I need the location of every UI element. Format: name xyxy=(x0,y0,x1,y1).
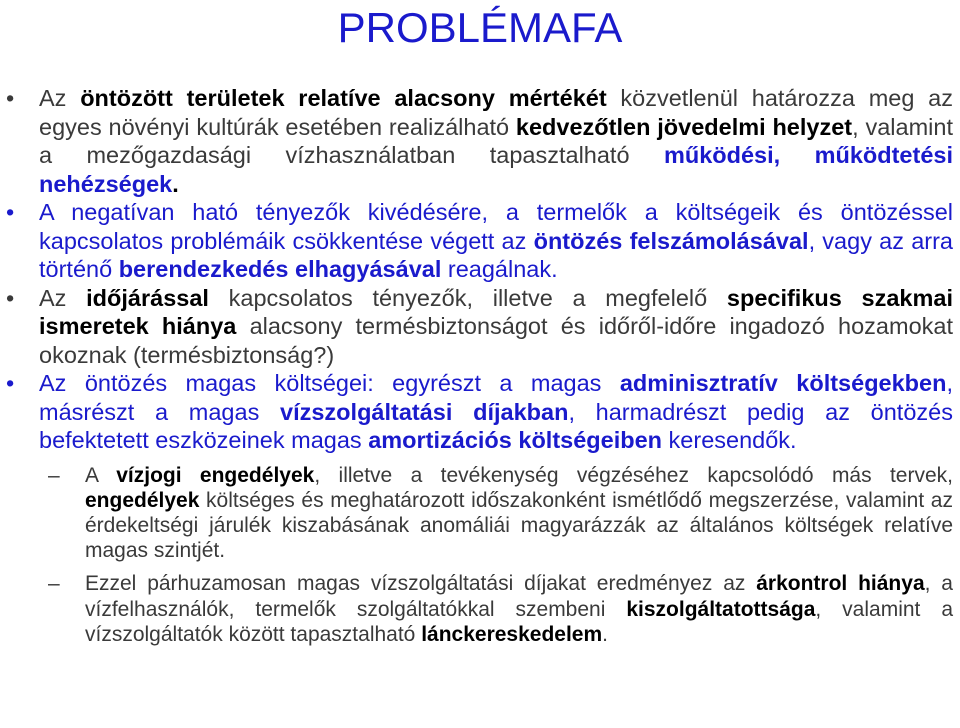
text-segment: vízjogi engedélyek xyxy=(116,463,315,487)
text-segment: kiszolgáltatottsága xyxy=(626,597,816,621)
text-segment: amortizációs költségeiben xyxy=(368,427,663,453)
text-segment: , a vízfelhasználók, termelők szolgáltatókkal szembeni xyxy=(85,572,953,621)
text-segment: specifikus szakmai ismeretek hiánya xyxy=(39,284,953,339)
sub-item-1 xyxy=(48,463,953,564)
slide-content xyxy=(0,84,960,647)
text-segment: . xyxy=(172,170,179,197)
text-segment: kedvezőtlen jövedelmi helyzet xyxy=(515,113,853,140)
text-segment: , valamint a vízszolgáltatók között tapasztalható xyxy=(85,597,953,646)
text-segment: árkontrol hiánya xyxy=(756,572,925,596)
slide-title: PROBLÉMAFA xyxy=(337,4,623,51)
text-segment: , másrészt a magas xyxy=(39,370,953,425)
text-segment: , valamint a mezőgazdasági vízhasználatban tapasztalható xyxy=(39,113,953,168)
bullet-item-1 xyxy=(6,84,953,198)
text-segment: adminisztratív költségekben xyxy=(619,370,947,396)
text-segment: . xyxy=(602,622,608,646)
bullet-marker: • xyxy=(6,199,15,225)
bullet-item-2 xyxy=(6,198,953,284)
bullet-item-4 xyxy=(6,369,953,455)
text-segment: Ezzel párhuzamosan magas vízszolgáltatási díjakat eredményez az xyxy=(85,572,757,596)
text-segment: Az xyxy=(39,284,87,311)
sub-item-2 xyxy=(48,571,953,647)
bullet-marker: • xyxy=(6,370,15,396)
bullet-text xyxy=(39,285,953,368)
text-segment: alacsony termésbiztonságot és időről-időre ingadozó hozamokat okoznak (termésbiztonság?) xyxy=(39,313,953,368)
text-segment: A negatívan ható tényezők kivédésére, a termelők a költségeik és öntözéssel kapcsolatos problémáik csökkentése végett az xyxy=(39,199,953,254)
text-segment: lánckereskedelem xyxy=(421,622,603,646)
bullet-text xyxy=(39,199,953,282)
sub-item-text xyxy=(85,572,953,645)
text-segment: vízszolgáltatási díjakban xyxy=(280,398,569,425)
bullet-marker: • xyxy=(6,284,15,311)
text-segment: öntözött területek relatíve alacsony mértékét xyxy=(80,85,607,111)
text-segment: , illetve a tevékenység végzéséhez kapcsolódó más tervek, xyxy=(314,463,953,487)
text-segment: kapcsolatos tényezők, illetve a megfelelő xyxy=(208,284,727,311)
text-segment: , vagy az arra történő xyxy=(39,227,953,282)
text-segment: keresendők. xyxy=(662,427,797,453)
text-segment: reagálnak. xyxy=(441,256,558,282)
bullet-marker: • xyxy=(6,85,15,111)
bullet-text xyxy=(39,85,953,197)
text-segment: A xyxy=(85,463,117,487)
text-segment: , harmadrészt pedig az öntözés befektetett eszközeinek magas xyxy=(39,398,953,453)
text-segment: engedélyek xyxy=(85,488,200,512)
sub-item-text xyxy=(85,464,953,563)
text-segment: időjárással xyxy=(86,284,209,311)
dash-marker: – xyxy=(48,572,60,596)
text-segment: működési, működtetési nehézségek xyxy=(39,142,953,197)
text-segment: költséges és meghatározott időszakonként ismétlődő megszerzése, valamint az érdekeltségi járulék kiszabásának anomáliái magyarázzák az általános költségek relatíve magas szintjét. xyxy=(85,488,953,563)
text-segment: Az xyxy=(39,85,81,111)
text-segment: berendezkedés elhagyásával xyxy=(118,256,442,282)
text-segment: közvetlenül határozza meg az egyes növényi kultúrák esetében realizálható xyxy=(39,85,953,140)
dash-marker: – xyxy=(48,463,60,487)
bullet-text xyxy=(39,370,953,453)
text-segment: öntözés felszámolásával xyxy=(533,227,809,254)
text-segment: Az öntözés magas költségei: egyrészt a magas xyxy=(39,370,620,396)
bullet-item-3 xyxy=(6,284,953,370)
